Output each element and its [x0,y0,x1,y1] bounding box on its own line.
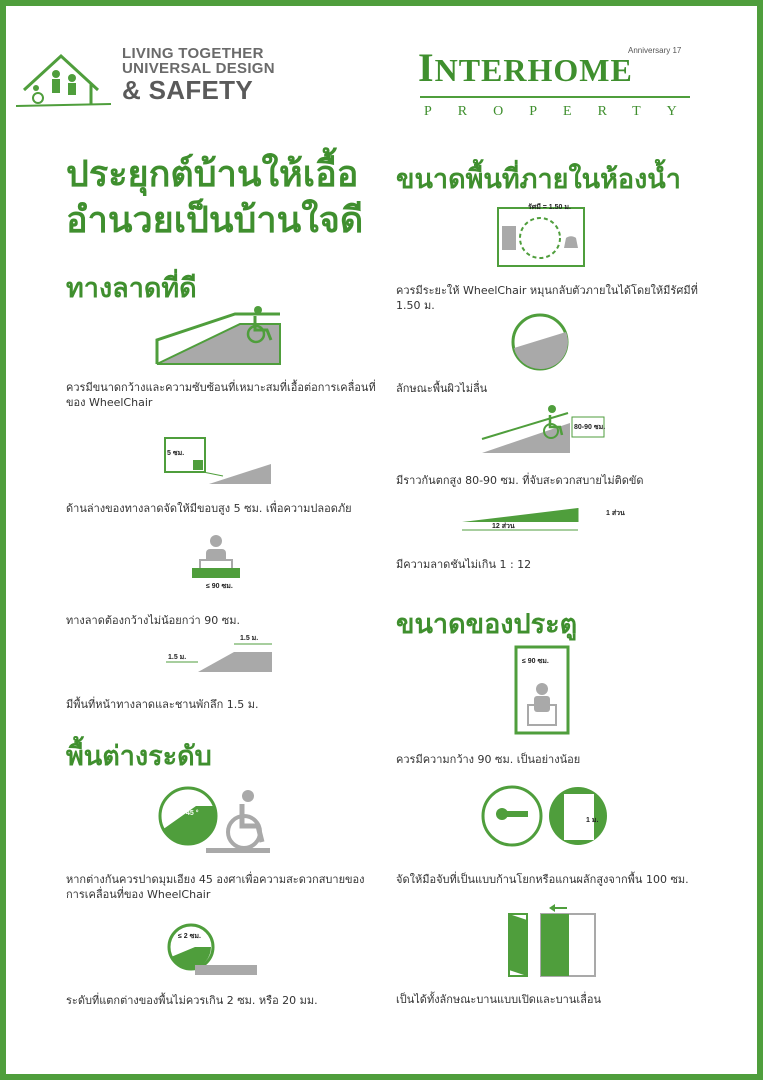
bath-heading: ขนาดพื้นที่ภายในห้องน้ำ [396,164,681,195]
bevel-wheelchair-icon [158,786,273,858]
door-caption-2: จัดให้มือจับที่เป็นแบบก้านโยกหรือแกนผลักสูงจากพื้น 100 ซม. [396,873,689,886]
landing-label-2: 1.5 ม. [240,635,259,642]
nonslip-floor-icon [510,312,570,372]
anniversary-text: Anniversary 17 [628,46,682,55]
page-title [66,152,363,244]
bath-caption-4: มีความลาดชันไม่เกิน 1 : 12 [396,558,532,571]
brand-subtitle: PROPERTY [424,104,703,119]
living-together-logo [16,40,316,120]
angle-label: 45 ° [186,810,199,817]
bath-caption-3: มีราวกันตกสูง 80-90 ซม. ที่จับสะดวกสบายไม่ติดขัด [396,474,644,487]
width-label: ≤ 90 ซม. [206,583,233,590]
slope-label-2: 12 ส่วน [492,523,515,530]
door-width-label: ≤ 90 ซม. [522,658,549,665]
house-family-icon [16,44,116,114]
title-line-1: ประยุกต์บ้านให้เอื้อ [66,154,359,195]
door-caption-1: ควรมีความกว้าง 90 ซม. เป็นอย่างน้อย [396,753,581,766]
door-types-icon [505,904,600,980]
ramp-caption-4: มีพื้นที่หน้าทางลาดและชานพักลึก 1.5 ม. [66,698,259,711]
landing-label-1: 1.5 ม. [168,654,187,661]
level-caption-2: ระดับที่แตกต่างของพื้นไม่ควรเกิน 2 ซม. หรือ 20 มม. [66,994,318,1007]
ramp-caption-2: ด้านล่างของทางลาดจัดให้มีขอบสูง 5 ซม. เพื่อความปลอดภัย [66,502,352,515]
logo-line-2: UNIVERSAL DESIGN [122,60,275,77]
edge-label: 5 ซม. [167,450,185,457]
logo-line-1: LIVING TOGETHER [122,45,264,62]
bath-caption-2: ลักษณะพื้นผิวไม่ลื่น [396,382,488,395]
radius-label: รัศมี = 1.50 ม. [528,204,571,211]
logo-line-3: & SAFETY [122,75,253,105]
slope-ratio-icon [460,500,610,534]
ramp-heading: ทางลาดที่ดี [66,273,197,304]
interhome-logo [418,34,703,124]
ramp-caption-1: ควรมีขนาดกว้างและความซับซ้อนที่เหมาะสมที่เอื้อต่อการเคลื่อนที่ของ WheelChair [66,381,376,409]
level-heading: พื้นต่างระดับ [66,741,212,772]
rail-label: 80-90 ซม. [574,424,606,431]
ramp-edge-icon [163,436,275,486]
door-heading: ขนาดของประตู [396,609,578,640]
ramp-caption-3: ทางลาดต้องกว้างไม่น้อยกว่า 90 ซม. [66,614,240,627]
ramp-wheelchair-icon [155,304,285,366]
handle-label: 1 ม. [586,817,599,824]
level-caption-1: หากต่างกันควรปาดมุมเอียง 45 องศาเพื่อความสะดวกสบายของการเคลื่อนที่ของ WheelChair [66,873,365,901]
door-caption-3: เป็นได้ทั้งลักษณะบานแบบเปิดและบานเลื่อน [396,993,601,1006]
step-label: ≤ 2 ซม. [178,933,201,940]
slope-label-1: 1 ส่วน [606,510,625,517]
title-line-2: อำนวยเป็นบ้านใจดี [66,200,364,241]
brand-name: INTERHOME [418,45,633,90]
bath-caption-1: ควรมีระยะให้ WheelChair หมุนกลับตัวภายในได้โดยให้มีรัศมีที่ 1.50 ม. [396,284,698,312]
